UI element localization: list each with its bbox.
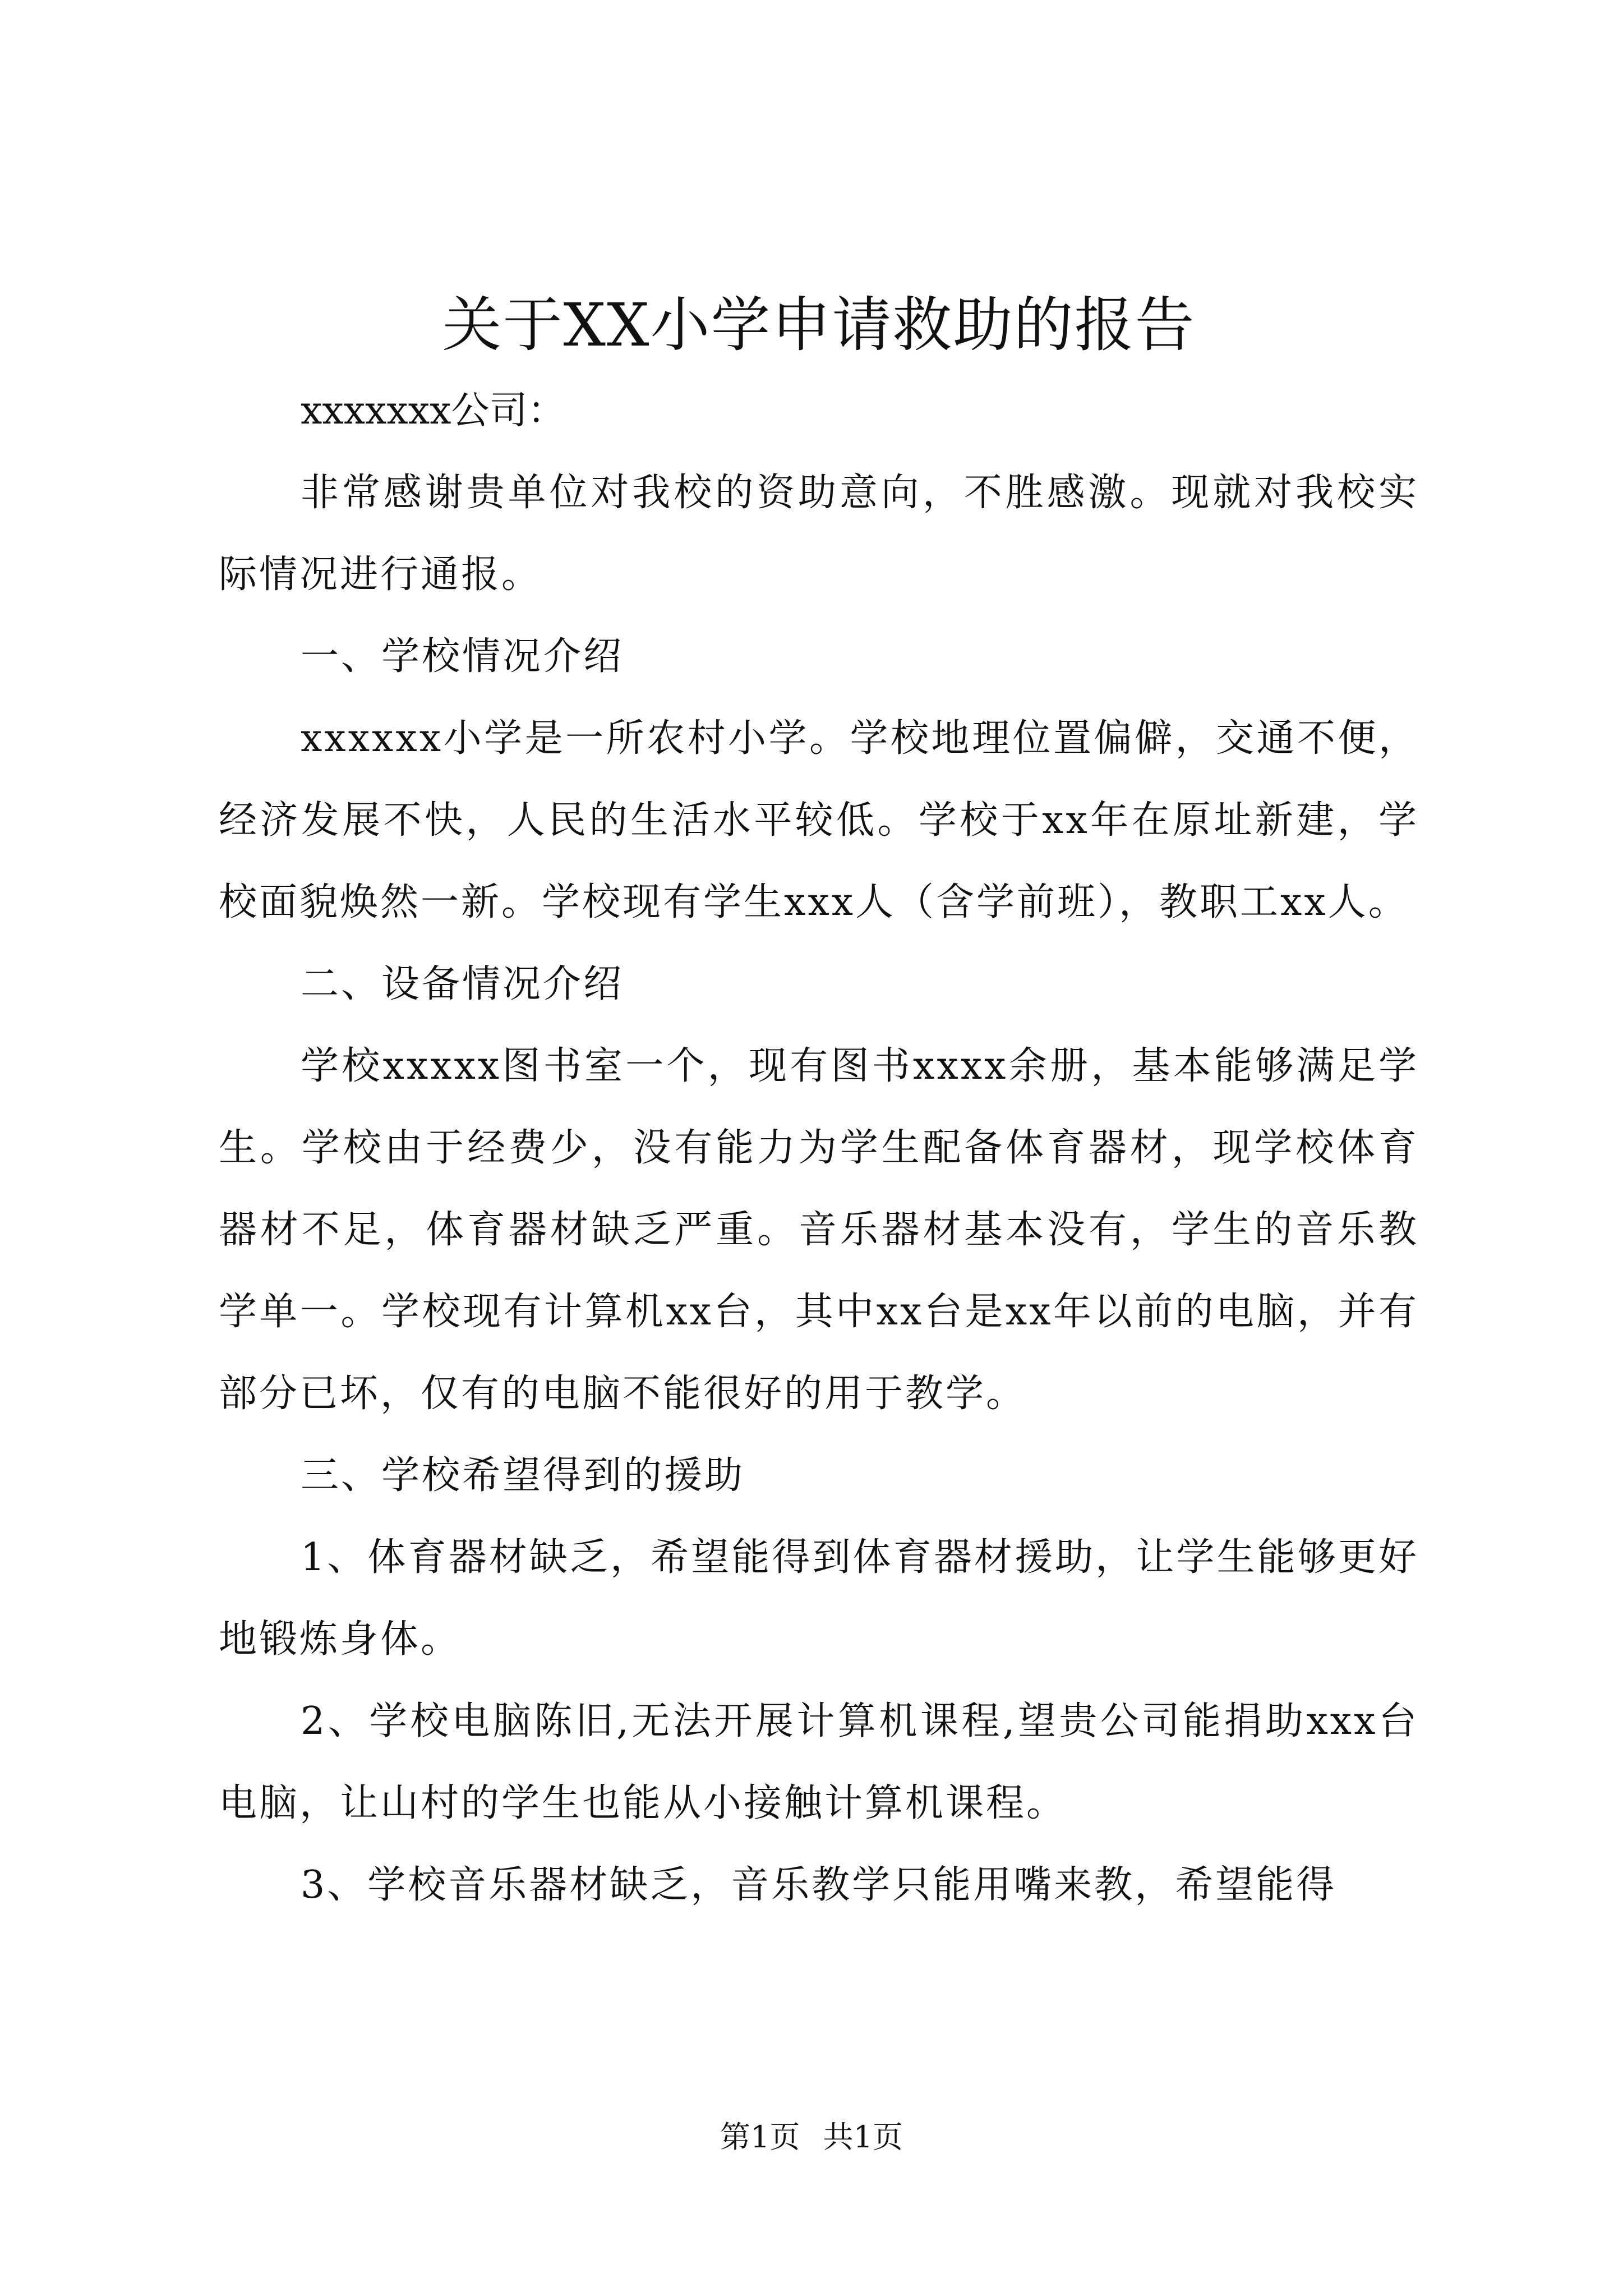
document-body: [219, 286, 1419, 1926]
section-heading-aid: 三、学校希望得到的援助: [301, 1453, 745, 1498]
document-title: 关于XX小学申请救助的报告: [442, 291, 1196, 360]
intro-paragraph: 非常感谢贵单位对我校的资助意向，不胜感激。现就对我校实际情况进行通报。: [219, 471, 1419, 597]
aid-item-1: 1、体育器材缺乏，希望能得到体育器材援助，让学生能够更好地锻炼身体。: [219, 1535, 1419, 1662]
section-text-school: xxxxxx小学是一所农村小学。学校地理位置偏僻，交通不便，经济发展不快，人民的生活水平较低。学校于xx年在原址新建，学校面貌焕然一新。学校现有学生xxx人（含学前班），教职工xx人。: [219, 716, 1419, 924]
page-total: 共1页: [823, 2119, 903, 2155]
section-heading-equipment: 二、设备情况介绍: [301, 962, 624, 1006]
page-number: 第1页: [720, 2119, 800, 2155]
section-heading-school: 一、学校情况介绍: [301, 634, 624, 679]
section-text-equipment: 学校xxxxx图书室一个，现有图书xxxx余册，基本能够满足学生。学校由于经费少，没有能力为学生配备体育器材，现学校体育器材不足，体育器材缺乏严重。音乐器材基本没有，学生的音乐教学单一。学校现有计算机xx台，其中xx台是xx年以前的电脑，并有部分已坏，仅有的电脑不能很好的用于教学。: [219, 1044, 1419, 1416]
page-footer: [0, 2118, 1623, 2157]
salutation: xxxxxxx公司：: [301, 389, 566, 433]
aid-item-2: 2、学校电脑陈旧,无法开展计算机课程,望贵公司能捐助xxx台电脑，让山村的学生也能从小接触计算机课程。: [219, 1699, 1419, 1825]
aid-item-3: 3、学校音乐器材缺乏，音乐教学只能用嘴来教，希望能得: [301, 1863, 1337, 1907]
